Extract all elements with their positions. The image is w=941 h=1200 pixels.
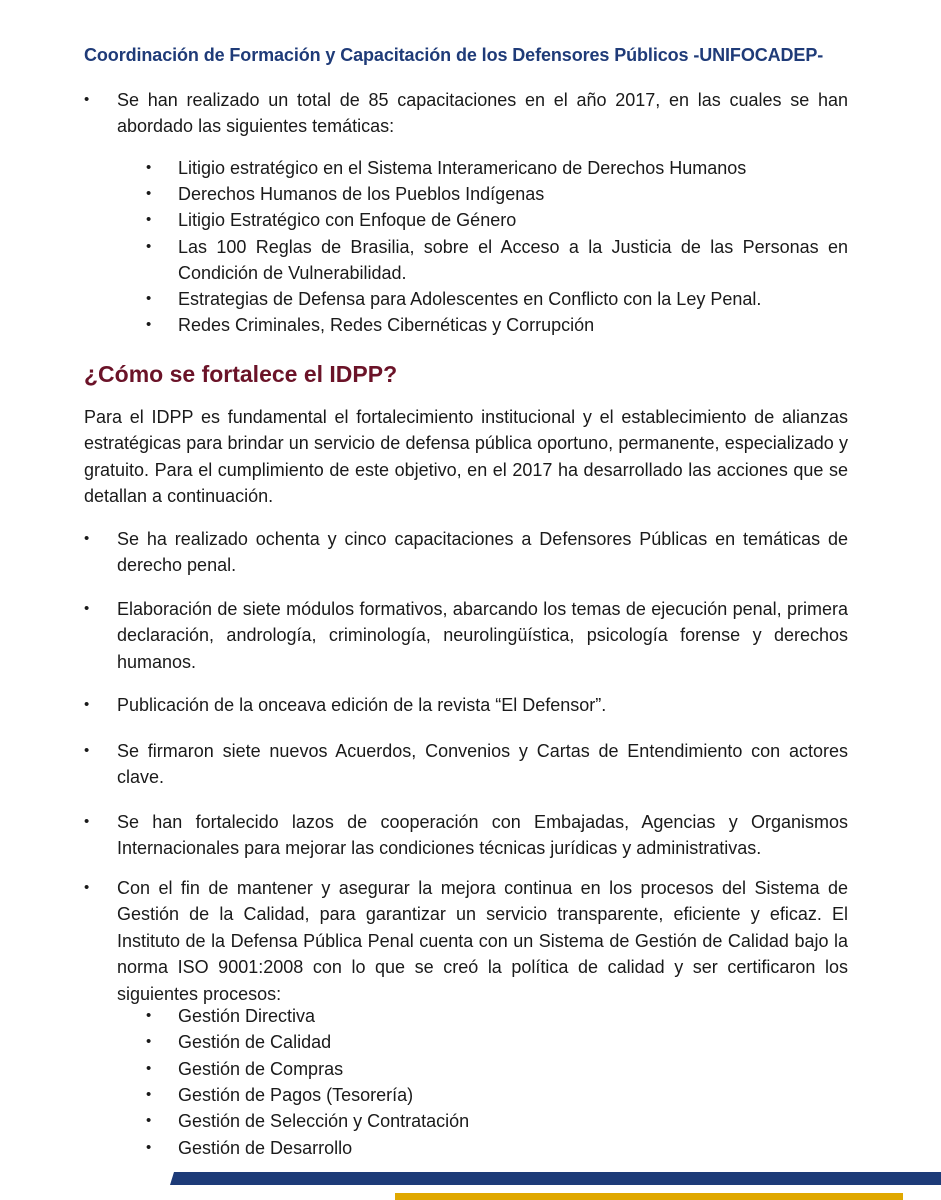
topic-text: Derechos Humanos de los Pueblos Indígenas — [178, 184, 545, 204]
process-item — [146, 1003, 848, 1029]
action-item — [84, 738, 848, 791]
action-item — [84, 692, 848, 718]
topic-text: Redes Criminales, Redes Cibernéticas y Corrupción — [178, 315, 595, 335]
process-item — [146, 1108, 848, 1134]
topic-item — [146, 286, 848, 312]
action-text: Elaboración de siete módulos formativos, abarcando los temas de ejecución penal, primera declaración, andrología, criminología, neurolingüística, psicología forense y derechos humanos. — [117, 599, 848, 672]
topic-text: Litigio Estratégico con Enfoque de Género — [178, 210, 517, 230]
bullet-marker: • — [146, 1086, 152, 1103]
bullet-marker: • — [146, 290, 152, 307]
topic-item — [146, 181, 848, 207]
section-title: ¿Cómo se fortalece el IDPP? — [84, 361, 398, 387]
topic-text: Las 100 Reglas de Brasilia, sobre el Acceso a la Justicia de las Personas en Condición de Vulnerabilidad. — [178, 237, 848, 284]
bullet-marker: • — [146, 211, 152, 228]
bullet-marker: • — [146, 316, 152, 333]
process-text: Gestión de Calidad — [178, 1032, 332, 1052]
action-text: Con el fin de mantener y asegurar la mejora continua en los procesos del Sistema de Gestión de la Calidad, para garantizar un servicio transparente, eficiente y eficaz. El Instituto de la Defensa Pública Penal cuenta con un Sistema de Gestión de Calidad bajo la norma ISO 9001:2008 con lo que se creó la política de calidad y ser certificaron los siguientes procesos: — [117, 878, 848, 1004]
bullet-marker: • — [84, 91, 90, 108]
bullet-marker: • — [146, 1060, 152, 1077]
action-text: Se firmaron siete nuevos Acuerdos, Convenios y Cartas de Entendimiento con actores clave. — [117, 741, 848, 788]
bullet-marker: • — [146, 159, 152, 176]
bullet-marker: • — [146, 1139, 152, 1156]
process-text: Gestión de Desarrollo — [178, 1138, 353, 1158]
bullet-marker: • — [84, 879, 90, 896]
topic-item — [146, 312, 848, 338]
process-text: Gestión de Pagos (Tesorería) — [178, 1085, 414, 1105]
action-item — [84, 809, 848, 862]
action-item — [84, 526, 848, 579]
topic-item — [146, 207, 848, 233]
topic-text: Litigio estratégico en el Sistema Interamericano de Derechos Humanos — [178, 158, 747, 178]
topic-item — [146, 155, 848, 181]
process-text: Gestión de Selección y Contratación — [178, 1111, 470, 1131]
section-paragraph: Para el IDPP es fundamental el fortalecimiento institucional y el establecimiento de alianzas estratégicas para brindar un servicio de defensa pública oportuno, permanente, especializado y gratuito. Para el cumplimiento de este objetivo, en el 2017 ha desarrollado las acciones que se detallan a continuación. — [84, 407, 848, 507]
intro-text: Se han realizado un total de 85 capacitaciones en el año 2017, en las cuales se han abordado las siguientes temáticas: — [117, 90, 848, 137]
process-text: Gestión de Compras — [178, 1059, 344, 1079]
footer-gold-band — [395, 1193, 903, 1200]
bullet-marker: • — [84, 530, 90, 547]
bullet-marker: • — [84, 696, 90, 713]
bullet-marker: • — [146, 1033, 152, 1050]
bullet-marker: • — [146, 1007, 152, 1024]
bullet-marker: • — [146, 238, 152, 255]
action-item — [84, 875, 848, 1007]
topic-text: Estrategias de Defensa para Adolescentes en Conflicto con la Ley Penal. — [178, 289, 762, 309]
action-text: Se ha realizado ochenta y cinco capacitaciones a Defensores Públicas en temáticas de derecho penal. — [117, 529, 848, 576]
bullet-marker: • — [146, 1112, 152, 1129]
action-text: Publicación de la onceava edición de la revista “El Defensor”. — [117, 695, 607, 715]
topic-item — [146, 234, 848, 287]
process-item — [146, 1135, 848, 1161]
unifocadep-heading: Coordinación de Formación y Capacitación de los Defensores Públicos -UNIFOCADEP- — [84, 45, 824, 65]
process-text: Gestión Directiva — [178, 1006, 316, 1026]
action-item — [84, 596, 848, 675]
bullet-marker: • — [84, 600, 90, 617]
action-text: Se han fortalecido lazos de cooperación con Embajadas, Agencias y Organismos Internacionales para mejorar las condiciones técnicas jurídicas y administrativas. — [117, 812, 848, 859]
process-item — [146, 1082, 848, 1108]
process-item — [146, 1056, 848, 1082]
bullet-marker: • — [146, 185, 152, 202]
process-item — [146, 1029, 848, 1055]
footer-blue-band — [170, 1172, 941, 1185]
intro-bullet-item — [84, 87, 848, 140]
bullet-marker: • — [84, 742, 90, 759]
bullet-marker: • — [84, 813, 90, 830]
